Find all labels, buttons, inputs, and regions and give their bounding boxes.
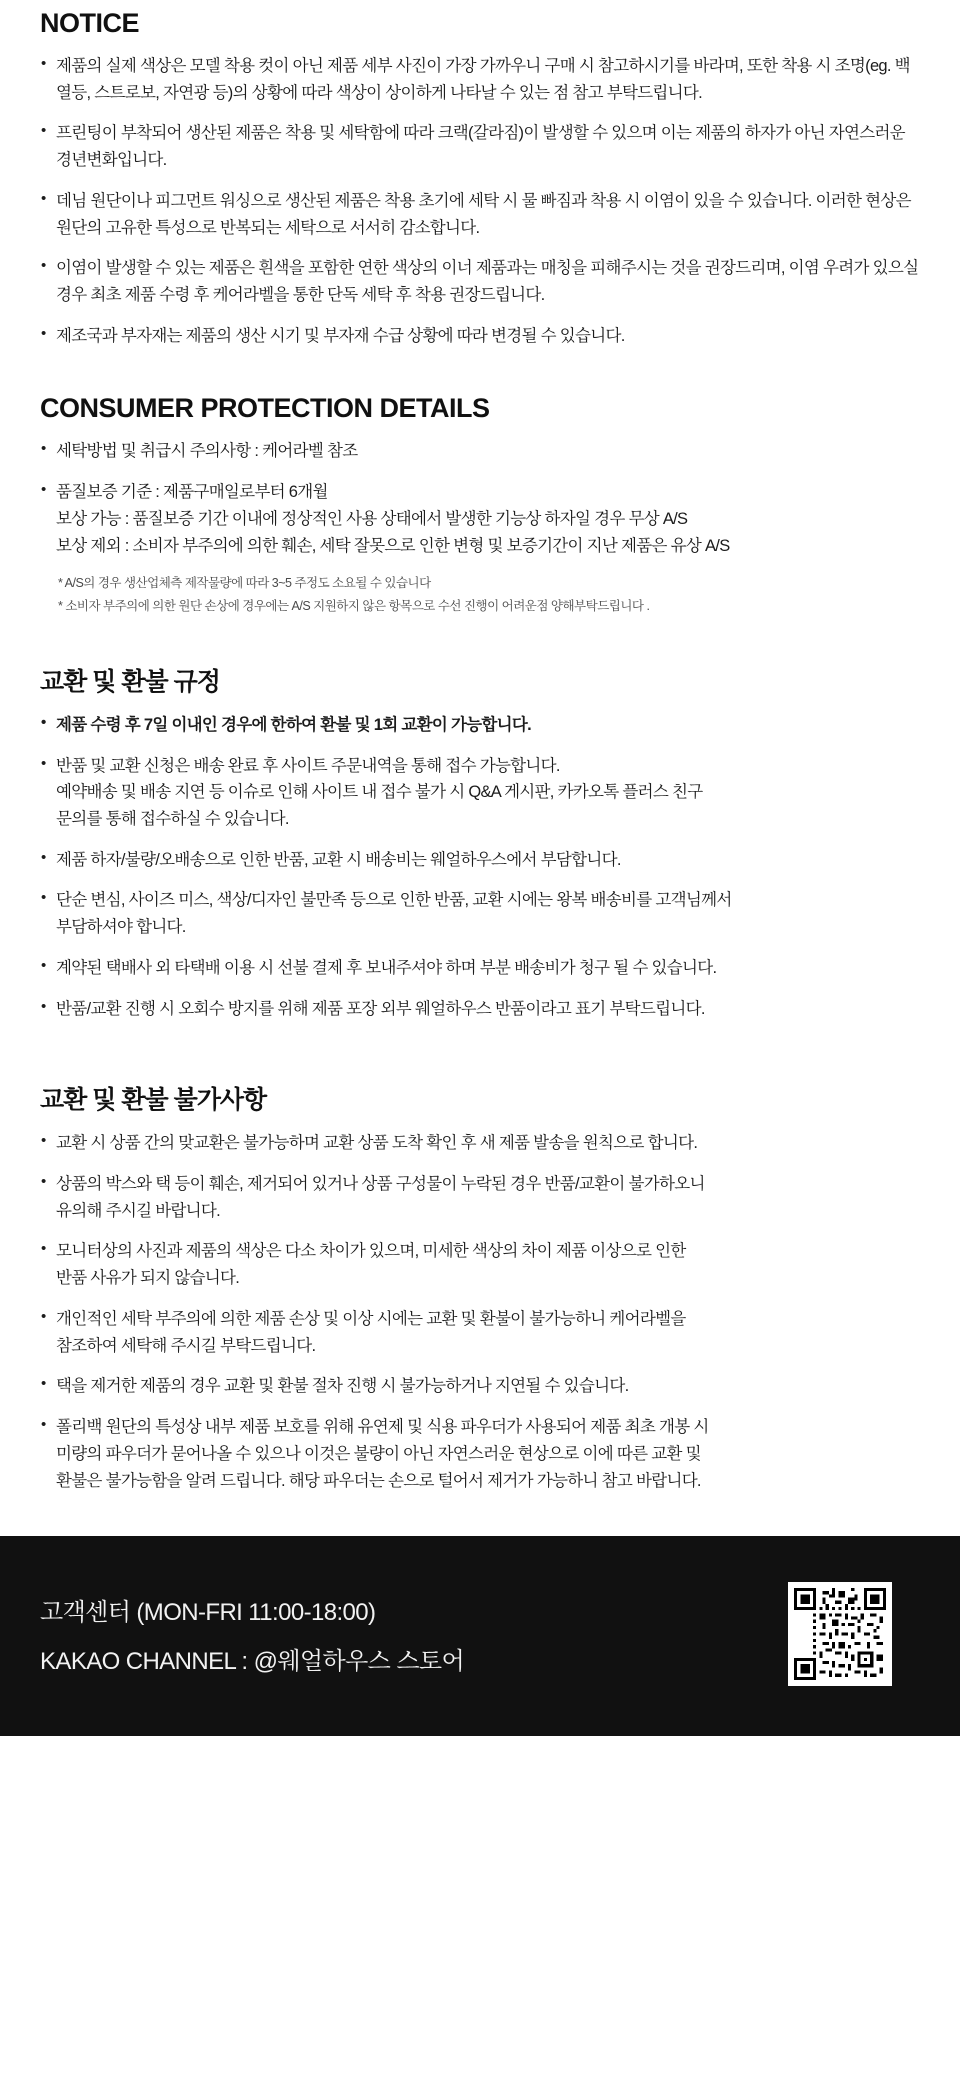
list-item: • 제품의 실제 색상은 모델 착용 컷이 아닌 제품 세부 사진이 가장 가까우니 구매 시 참고하시기를 바라며, 또한 착용 시 조명(eg. 백열등, 스트로보, 자연광 등)의 상황에 따라 색상이 상이하게 나타날 수 있는 점 참고 부탁드립니다. bbox=[40, 53, 920, 106]
section-notice bbox=[40, 8, 920, 349]
exchange-refund-list bbox=[40, 712, 920, 1022]
list-item: • 이염이 발생할 수 있는 제품은 흰색을 포함한 연한 색상의 이너 제품과는 매칭을 피해주시는 것을 권장드리며, 이염 우려가 있으실 경우 최초 제품 수령 후 케어라벨을 통한 단독 세탁 후 착용 권장드립니다. bbox=[40, 255, 920, 308]
list-item-line: 반품/교환 진행 시 오회수 방지를 위해 제품 포장 외부 웨얼하우스 반품이라고 표기 부탁드립니다. bbox=[56, 999, 705, 1018]
section-consumer-protection bbox=[40, 393, 920, 616]
list-item-line: 개인적인 세탁 부주의에 의한 제품 손상 및 이상 시에는 교환 및 환불이 불가능하니 케어라벨을 bbox=[56, 1309, 686, 1328]
list-item-line: 반품 및 교환 신청은 배송 완료 후 사이트 주문내역을 통해 접수 가능합니다. bbox=[56, 756, 560, 775]
section-non-refundable bbox=[40, 1080, 920, 1494]
list-item-line: 단순 변심, 사이즈 미스, 색상/디자인 불만족 등으로 인한 반품, 교환 시에는 왕복 배송비를 고객님께서 bbox=[56, 891, 732, 910]
list-item-line: 상품의 박스와 택 등이 훼손, 제거되어 있거나 상품 구성물이 누락된 경우 반품/교환이 불가하오니 bbox=[56, 1175, 705, 1194]
consumer-protection-title: CONSUMER PROTECTION DETAILS bbox=[40, 393, 490, 424]
customer-center-line: 고객센터 (MON-FRI 11:00-18:00) bbox=[40, 1599, 376, 1627]
list-item-line: 참조하여 세탁해 주시길 부탁드립니다. bbox=[56, 1336, 316, 1355]
footer-bar bbox=[0, 1536, 960, 1736]
list-item bbox=[40, 996, 920, 1023]
list-item-line: 제품 하자/불량/오배송으로 인한 반품, 교환 시 배송비는 웨얼하우스에서 부담합니다. bbox=[56, 850, 621, 869]
notice-title: NOTICE bbox=[40, 8, 140, 38]
list-item-line: 택을 제거한 제품의 경우 교환 및 환불 절차 진행 시 불가능하거나 지연될 수 있습니다. bbox=[56, 1377, 629, 1396]
list-item bbox=[40, 847, 920, 874]
list-item-line: 환불은 불가능함을 알려 드립니다. 해당 파우더는 손으로 털어서 제거가 가능하니 참고 바랍니다. bbox=[56, 1471, 701, 1490]
qr-code-icon[interactable] bbox=[788, 1582, 892, 1686]
list-item-line: 미량의 파우더가 묻어나올 수 있으나 이것은 불량이 아닌 자연스러운 현상으로 이에 따른 교환 및 bbox=[56, 1444, 701, 1463]
list-item-main: 품질보증 기준 : 제품구매일로부터 6개월 bbox=[56, 483, 328, 502]
list-item-sub: 보상 가능 : 품질보증 기간 이내에 정상적인 사용 상태에서 발생한 기능상 하자일 경우 무상 A/S bbox=[56, 509, 688, 528]
list-item-line: 예약배송 및 배송 지연 등 이슈로 인해 사이트 내 접수 불가 시 Q&A 게시판, 카카오톡 플러스 친구 bbox=[56, 783, 703, 802]
list-item bbox=[40, 887, 920, 940]
list-item bbox=[40, 1238, 920, 1291]
list-item-line: 문의를 통해 접수하실 수 있습니다. bbox=[56, 810, 289, 828]
note-line: * 소비자 부주의에 의한 원단 손상에 경우에는 A/S 지원하지 않은 항목으로 수선 진행이 어려운점 양해부탁드립니다 . bbox=[58, 598, 650, 613]
list-item bbox=[40, 1130, 920, 1157]
list-item bbox=[40, 1171, 920, 1224]
exchange-refund-title: 교환 및 환불 규정 bbox=[40, 667, 220, 696]
note-line: * A/S의 경우 생산업체측 제작물량에 따라 3~5 주정도 소요될 수 있습니다 bbox=[58, 576, 431, 591]
notice-list bbox=[40, 53, 920, 349]
list-item-line: 폴리백 원단의 특성상 내부 제품 보호를 위해 유연제 및 식용 파우더가 사용되어 제품 최초 개봉 시 bbox=[56, 1418, 709, 1437]
consumer-protection-list bbox=[40, 438, 920, 559]
list-item-sub: 보상 제외 : 소비자 부주의에 의한 훼손, 세탁 잘못으로 인한 변형 및 보증기간이 지난 제품은 유상 A/S bbox=[56, 536, 730, 555]
list-item bbox=[40, 1373, 920, 1400]
list-item: • 제조국과 부자재는 제품의 생산 시기 및 부자재 수급 상황에 따라 변경될 수 있습니다. bbox=[40, 323, 920, 350]
section-exchange-refund-policy bbox=[40, 662, 920, 1022]
list-item bbox=[40, 438, 920, 465]
list-item bbox=[40, 1306, 920, 1359]
list-item bbox=[40, 712, 920, 739]
kakao-channel-line: KAKAO CHANNEL : @웨얼하우스 스토어 bbox=[40, 1648, 465, 1676]
list-item-line: 유의해 주시길 바랍니다. bbox=[56, 1201, 221, 1220]
list-item: • 데님 원단이나 피그먼트 워싱으로 생산된 제품은 착용 초기에 세탁 시 물 빠짐과 착용 시 이염이 있을 수 있습니다. 이러한 현상은 원단의 고유한 특성으로 반복되는 세탁으로 서서히 감소합니다. bbox=[40, 188, 920, 241]
non-refundable-title: 교환 및 환불 불가사항 bbox=[40, 1086, 267, 1115]
list-item bbox=[40, 479, 920, 559]
list-item-line: 모니터상의 사진과 제품의 색상은 다소 차이가 있으며, 미세한 색상의 차이 제품 이상으로 인한 bbox=[56, 1242, 686, 1261]
list-item bbox=[40, 955, 920, 982]
consumer-protection-notes bbox=[40, 573, 920, 617]
list-item-line: 반품 사유가 되지 않습니다. bbox=[56, 1269, 240, 1288]
footer-contact-text bbox=[40, 1592, 464, 1676]
non-refundable-list bbox=[40, 1130, 920, 1494]
list-item bbox=[40, 753, 920, 833]
list-item-line: 교환 시 상품 간의 맞교환은 불가능하며 교환 상품 도착 확인 후 새 제품 발송을 원칙으로 합니다. bbox=[56, 1134, 698, 1153]
list-item-line: 제품 수령 후 7일 이내인 경우에 한하여 환불 및 1회 교환이 가능합니다. bbox=[56, 715, 532, 734]
list-item-line: 계약된 택배사 외 타택배 이용 시 선불 결제 후 보내주셔야 하며 부분 배송비가 청구 될 수 있습니다. bbox=[56, 958, 717, 977]
list-item: • 프린팅이 부착되어 생산된 제품은 착용 및 세탁함에 따라 크랙(갈라짐)이 발생할 수 있으며 이는 제품의 하자가 아닌 자연스러운 경년변화입니다. bbox=[40, 120, 920, 173]
list-item bbox=[40, 1414, 920, 1494]
list-item-line: 부담하셔야 합니다. bbox=[56, 918, 186, 937]
list-item-main: 세탁방법 및 취급시 주의사항 : 케어라벨 참조 bbox=[56, 442, 358, 461]
